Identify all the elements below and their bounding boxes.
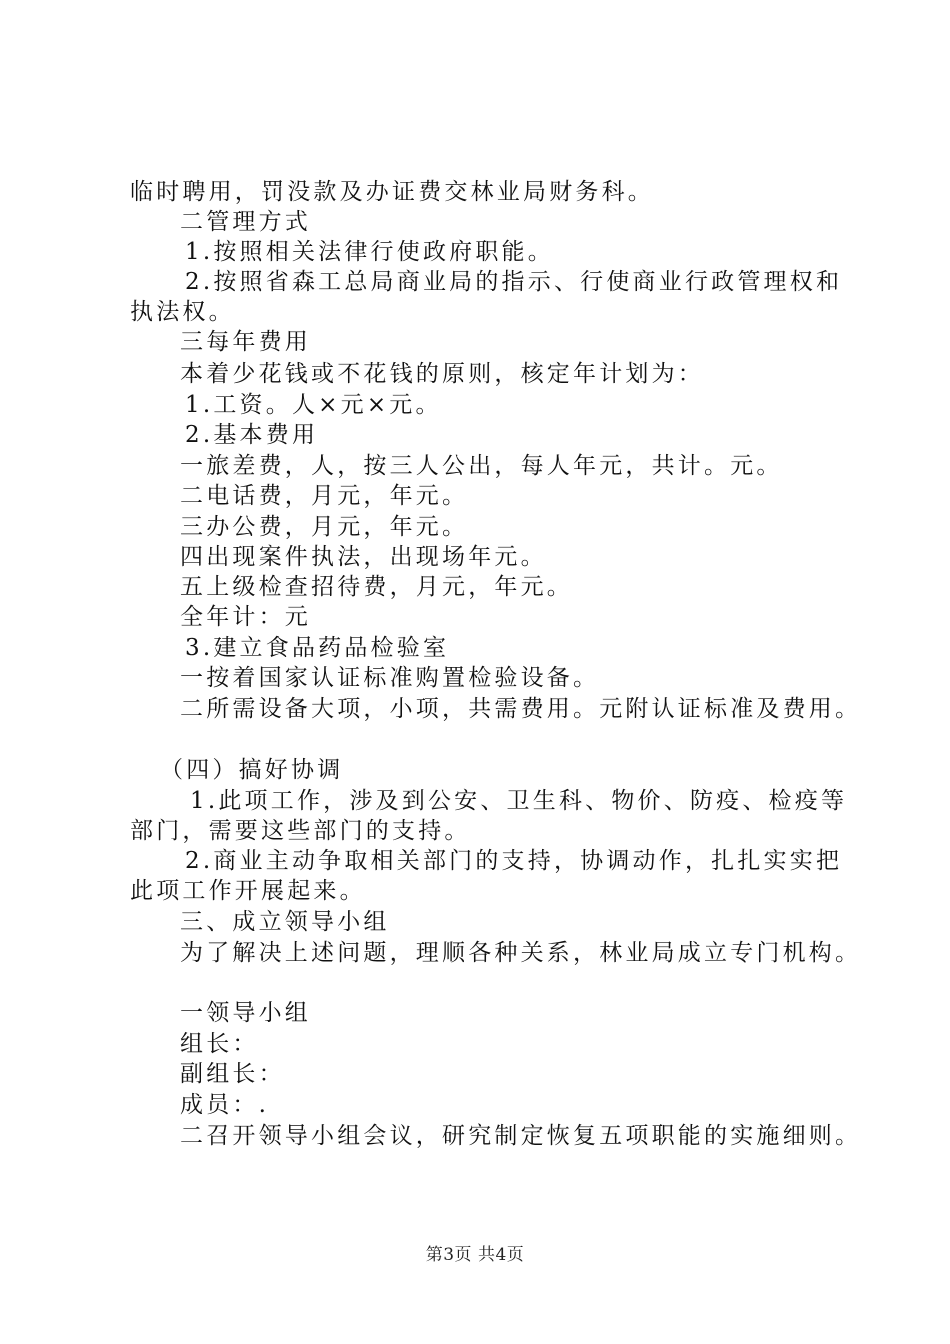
- section-heading-management: 二管理方式: [180, 209, 311, 235]
- text-line-28: 副组长：: [180, 1061, 285, 1087]
- text-line-14: 五上级检查招待费，月元，年元。: [180, 574, 573, 600]
- text-line-13: 四出现案件执法，出现场年元。: [180, 544, 547, 570]
- text-line-3: 1.按照相关法律行使政府职能。: [185, 239, 554, 265]
- page-number-footer: 第3页 共4页: [425, 1245, 525, 1265]
- text-line-8: 1.工资。人×元×元。: [185, 392, 442, 418]
- section-heading-leadership: 三、成立领导小组: [180, 909, 390, 935]
- text-line-26: 一领导小组: [180, 1000, 311, 1026]
- text-line-1: 临时聘用，罚没款及办证费交林业局财务科。: [130, 179, 654, 205]
- text-line-15: 全年计：元: [180, 604, 311, 630]
- text-line-12: 三办公费，月元，年元。: [180, 514, 469, 540]
- text-line-17: 一按着国家认证标准购置检验设备。: [180, 665, 600, 691]
- text-line-4: 2.按照省森工总局商业局的指示、行使商业行政管理权和: [185, 269, 843, 295]
- text-line-30: 二召开领导小组会议，研究制定恢复五项职能的实施细则。: [180, 1123, 862, 1149]
- section-heading-coordination: （四）搞好协调: [160, 757, 344, 783]
- text-line-18: 二所需设备大项，小项，共需费用。元附认证标准及费用。: [180, 696, 862, 722]
- text-line-9: 2.基本费用: [185, 422, 319, 448]
- text-line-21: 部门，需要这些部门的支持。: [130, 818, 471, 844]
- text-line-5: 执法权。: [130, 299, 235, 325]
- text-line-10: 一旅差费，人，按三人公出，每人年元，共计。元。: [180, 453, 783, 479]
- text-line-11: 二电话费，月元，年元。: [180, 483, 469, 509]
- text-line-27: 组长：: [180, 1031, 259, 1057]
- section-heading-costs: 三每年费用: [180, 329, 311, 355]
- text-line-20: 1.此项工作，涉及到公安、卫生科、物价、防疫、检疫等: [190, 788, 848, 814]
- text-line-22: 2.商业主动争取相关部门的支持，协调动作，扎扎实实把: [185, 848, 843, 874]
- text-line-29: 成员：.: [180, 1092, 270, 1118]
- text-line-23: 此项工作开展起来。: [130, 878, 366, 904]
- text-line-25: 为了解决上述问题，理顺各种关系，林业局成立专门机构。: [180, 940, 862, 966]
- text-line-7: 本着少花钱或不花钱的原则，核定年计划为：: [180, 361, 704, 387]
- text-line-16: 3.建立食品药品检验室: [185, 635, 450, 661]
